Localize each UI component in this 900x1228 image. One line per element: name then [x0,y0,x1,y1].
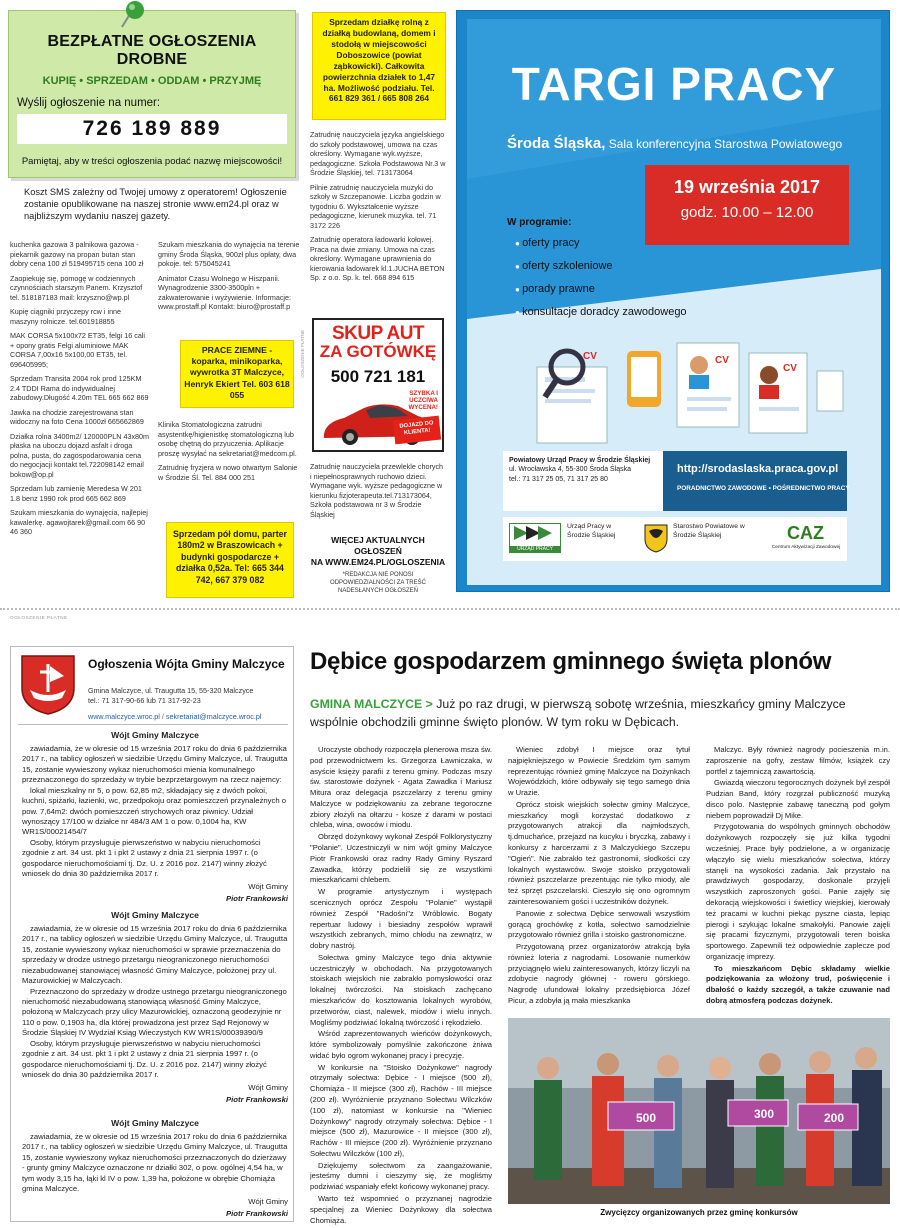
caz-logo-icon [783,521,827,543]
notice-body: zawiadamia, że w okresie od 15 września 2017 roku do dnia 6 października 2017 r., na tablicy ogłoszeń w siedzibie Urzędu Gminy Malczyce, ul. Traugutta 15, zostanie wywieszony wykaz nieruchomości przeznaczonych do dzierżawy - grunty gminy Malczyce oznaczone nr działki 302, o pow. ogólnej 4,54 ha, w tym wody 3,15 ha, łąki kl IV o pow. 1,39 ha, położone w obrębie Chomiąża gmina Malczyce. [22,1131,288,1194]
classifieds-column-3-lower [310,462,446,524]
classified-ad: Sprzedam lub zamienię Meredesa W 201 1.8 benz 1990 rok prod 665 662 869 [10,484,142,503]
classified-ad: Zatrudnię nauczyciela przewlekle chorych i niepełnosprawnych ruchowo dzieci. Wymagane wyk. wyższe pedagogiczne w kierunku fizjoterapeuta.tel.713173064, Szkoła podstawowa nr 3 w Środzie Śląskiej [310,462,444,519]
article-lead-text: Już po raz drugi, w pierwszą sobotę września, mieszkańcy gminy Malczyce wspólnie obchodzili gminne święto plonów. W tym roku w Dębicach. [310,697,846,729]
job-office-services: PORADNICTWO ZAWODOWE • POŚREDNICTWO PRACY [677,485,850,492]
paid-ad-vertical-label: OGŁOSZENIE PŁATNE [300,330,305,378]
article-lead [310,696,890,732]
job-office-contact [503,451,663,511]
article-paragraph: Sołectwa gminy Malczyce tego dnia aktywnie uczestniczyły w obchodach. Na przygotowanych stoiskach wiejskich nie zabrakło pomysłowości oraz lokalnej twórczości. Na stoiskach zachęcano mieszkańców do kosztowania lokalnych wyrobów, przetworów, ciast, nalewek, miodów i wielu innych. Mogliśmy podziwiać lokalną twórczość i rękodzieło. [310,952,492,1027]
classified-ad: Zatrudnię fryzjera w nowo otwartym Salonie w Środzie Śl. Tel. 884 000 251 [158,463,298,482]
notice-body: Osoby, którym przysługuje pierwszeństwo w nabyciu nieruchomości zgodnie z art. 34 ust. pkt 1 i pkt 2 ustawy z dnia 21 sierpnia 1997 r. (o gospodarce nieruchomościami tj. Dz. U. z 2016 poz. 2147) winny złożyć wniosek do dnia 30 października 2017 r. [22,1038,267,1080]
program-item: ● oferty pracy [515,237,687,249]
article-column-2 [508,745,690,1008]
urzad-pracy-caption: Urząd Pracy w Środzie Śląskiej [567,523,616,539]
article-paragraph: Uroczyste obchody rozpoczęła plenerowa msza św. pod przewodnictwem ks. Grzegorza Ławniczaka, w asyście księży parafii z terenu gminy. Podczas mszy św. starostowie dożynek - Agata Zawadka i Mariusz Mitura oraz delegacja pszczelarzy z terenu gminy Malczyce w podziękowaniu za zebrane tegoroczne zbiory złożyli na ołtarzu - kosze z darami w postaci chleba, wina, owoców i miodu. [310,745,492,830]
sms-cost-note: Koszt SMS zależny od Twojej umowy z operatorem! Ogłoszenie zostanie opublikowane na naszej stronie www.em24.pl oraz w najbliższym wydaniu naszej gazety. [24,187,287,222]
article-paragraph: Warto też wspomnieć o przyznanej nagrodzie specjalnej za Wieniec Dożynkowy dla sołectwa Chomiąża. [310,1194,492,1225]
prize-check: 200 [824,1111,845,1125]
cv-documents-illustration [527,337,847,447]
article-paragraph: W programie artystycznym i występach scenicznych oprócz Zespołu "Polanie" wystąpił również Zespół "Radośni"z Wróblowic. Bogaty repertuar ludowy i biesiadny zespołów wprawił wszystkich zebranych, mimo chłodu na zewnątrz, w dobry nastrój. [310,887,492,951]
free-ads-reminder: Pamiętaj, aby w treści ogłoszenia podać nazwę miejscowości! [21,156,283,167]
article-location-tag: GMINA MALCZYCE > [310,697,433,711]
job-fair-date: 19 września 2017 [673,177,821,197]
classifieds-column-2 [158,240,300,317]
article-paragraph: Przygotowaną przez organizatorów atrakcją była również loteria z nagrodami. Losowanie numerków przyciągnęło wielu zainteresowanych, którzy liczyli na zdobycie nagrody głównej - roweru górskiego. Nagrodę ufundował lokalny przedsiębiorca Józef Picur, a zdobyła ją mała mieszkanka [508,942,690,1005]
notice-signature-name: Piotr Frankowski [226,894,288,904]
job-office-url[interactable]: http://srodaslaska.praca.gov.pl [677,463,839,475]
article-paragraph: Panowie z sołectwa Dębice serwowali wszystkim gorącą grochówkę z kotła, sołectwo samodzielnie przygotowało również grilla i stoisko gastronomiczne. [508,908,690,940]
free-ads-title: BEZPŁATNE OGŁOSZENIA DROBNE [47,33,257,68]
free-ads-box [8,10,296,178]
classified-ad: Animator Czasu Wolnego w Hiszpanii. Wynagrodzenie 3300-3500pln + zakwaterowanie i wyżywienie. Informacje: www.prostaff.pl Kontakt: biuro@prostaff.p [158,273,292,311]
caz-logo-mark: CAZ [787,523,824,543]
caz-caption: Centrum Aktywizacji Zawodowej [771,545,841,550]
notice-signature [22,894,288,904]
job-office-name: Powiatowy Urząd Pracy w Środzie Śląskiej [509,457,651,464]
article-paragraph: Malczyc. Były również nagrody pocieszenia m.in. zaproszenie na gofry, zestaw filmów, książek czy portfel z tajemniczą zawartością. [706,745,890,776]
notice-signature-name: Piotr Frankowski [226,1208,288,1218]
article-paragraph: To mieszkańcom Dębic składamy wielkie podziękowania za włożony trud, poświęcenie i dbałość o każdy szczegół, a także czuwanie nad dobrą atmosferą podczas dożynek. [706,963,890,1005]
free-ads-send-label: Wyślij ogłoszenie na numer: [17,97,161,109]
arrows-logo-icon [510,524,560,542]
house-sale-ad: Sprzedam pół domu, parter 180m2 w Braszowicach + budynki gospodarcze + działka 0,52a. Tel: 665 344 742, 667 379 082 [166,522,294,598]
winners-photo [508,1018,890,1204]
more-ads-link[interactable]: NA WWW.EM24.PL/OGLOSZENIA [310,557,446,568]
notice-body: Osoby, którym przysługuje pierwszeństwo w nabyciu nieruchomości zgodnie z art. 34 ust. pkt 1 i pkt 2 ustawy z dnia 21 sierpnia 1997 r. (o gospodarce nieruchomościami tj. Dz. U. z 2016 poz. 2147) winny złożyć wniosek do dnia 30 października 2017 r. [22,837,267,879]
classified-ad: Klinika Stomatologiczna zatrudni asystentkę/higienistkę stomatologiczną lub osobę chętną do przyuczenia. Aplikacje proszę wysyłać na sekretariat@medcom.pl. [158,420,297,458]
municipality-address: Gmina Malczyce, ul. Traugutta 15, 55-320 Malczyce [88,686,254,695]
article-paragraph: Wśród zaprezentowanych wieńców dożynkowych, które symbolizowały pomyślnie zakończone żniwa widać było ogrom wykonanej pracy i precyzję. [310,1029,492,1060]
classified-ad: Szukam mieszkania do wynajęcia, najlepiej kawalerkę. agawojtarek@gmail.com 66 90 46 360 [10,508,148,536]
classified-ad: Działka rolna 3400m2/ 120000PLN 43x80m płaska na uboczu dojazd asfalt i droga polna, pusta, do zagospodarowania cena do negocjacji kontakt tel.722098142 email bokow@op.pl [10,431,150,479]
job-fair-date-box [645,165,849,245]
notice-body: Przeznaczono do sprzedaży w drodze ustnego przetargu nieograniczonego nieruchomość niezabudowaną stanowiącą własność Gminy Malczyce, położoną w Malczycach przy ulicy Mazurowickiej, oznaczoną geodezyjnie nr 110 o pow. 0,1903 ha, dla której prowadzona jest przez Sąd Rejonowy w Środzie Śląskiej IV Wydział Ksiąg Wieczystych KW WR1S/00039390/9 [22,986,287,1038]
sponsor-logos [503,517,847,561]
cv-label: CV [583,351,597,362]
notice-body: lokal mieszkalny nr 5, o pow. 62,85 m2, składający się z dwóch pokoi, kuchni, spiżarki, łazienki, wc, przedpokoju oraz pomieszczeń przynależnych o pow. 7,64m2: dwóch pomieszczeń strychowych oraz piwnicy. Udział wynoszący 17/100 w działce nr 484/3 AM 1 o pow. 0,1004 ha, KW WR1S/00021454/7 [22,785,287,837]
car-ad-phone: 500 721 181 [330,366,426,386]
article-title: Dębice gospodarzem gminnego święta plonów [310,648,832,675]
notice-signature-title: Wójt Gminy [248,1082,288,1092]
classified-ad: Pilnie zatrudnię nauczyciela muzyki do szkoły w Szczepanowie. Liczba godzin w tygodniu 6. Wykształcenie wyższe pedagogiczne, kierunek muzyka. tel. 71 3172 226 [310,182,441,230]
article-paragraph: Przygotowania do wspólnych gminnych obchodów dożynkowych rozpoczęły się już kilka tygodni wcześniej. Prace były podzielone, a w organizację włączyło się wielu mieszkańców sołectwa, którzy stanęli na wysokości zadania. Jak przystało na prawdziwych gospodarzy, doskonale przyjęli wszystkich zaproszonych gości. Panie zajęły się dekoracją wiejskowości i świetlicy wiejskiej, kierowały też pracami w kuchni piekąc pyszne ciasta, lepiąc pierogi i szykując lokalne smakołyki. Panowie zajęli się pracami fizycznymi, przygotowali teren boiska sportowego. Zapewnili też odpowiednie zaplecze pod organizację imprezy. [706,822,890,961]
article-column-1 [310,745,492,1227]
earthworks-ad: PRACE ZIEMNE - koparka, minikoparka, wywrotka 3T Malczyce, Henryk Ekiert Tel. 603 618 055 [180,340,294,408]
cv-label: CV [783,363,797,374]
job-fair-hours: godz. 10.00 – 12.00 [680,204,814,221]
classified-ad: Jawka na chodzie zarejestrowana stan widoczny na foto Cena 1000zł 665662869 [10,407,144,426]
article-paragraph: Dziękujemy sołectwom za zaangażowanie, jesteśmy dumni i cieszymy się, że mogliśmy podziwiać wspaniały efekt końcowy wykonanej pracy. [310,1160,492,1192]
job-fair-title: TARGI PRACY [511,58,837,110]
notice-heading: Wójt Gminy Malczyce [111,1118,199,1128]
program-item: ● konsultacje doradcy zawodowego [515,306,687,318]
classified-ad: kuchenka gazowa 3 palnikowa gazowa -piekarnik gazowy na propan butan stan dobry cena 100 zł 519495715 cena 100 zł [10,240,144,268]
prize-check: 500 [636,1111,657,1125]
plot-sale-ad: Sprzedam działkę rolną z działką budowlaną, domem i stodołą w miejscowości Doboszowice (powiat ząbkowicki). Całkowita powierzchnia działek to 1,47 ha. Możliwość podziału. Tel. 661 829 361 / 665 808 264 [312,12,446,120]
municipality-email-link[interactable]: sekretariat@malczyce.wroc.pl [165,712,262,721]
urzad-pracy-badge: URZĄD PRACY [510,546,560,553]
mayor-notice [22,1118,288,1219]
municipality-links: www.malczyce.wroc.pl / sekretariat@malczyce.wroc.pl [88,712,262,721]
pushpin-icon [116,0,150,28]
classified-ad: Sprzedam Transita 2004 rok prod 125KM 2.4 TDDI Rama do indywidualnej zabudowy.Długość 4.20m TEL 665 662 869 [10,374,149,402]
classified-ad: Szukam mieszkania do wynajęcia na terenie gminy Środa Śląska, 900zł plus opłaty, dwa pokoje. tel: 575045241 [158,240,300,268]
classified-ad: MAK CORSA 5x100x72 ET35, felgi 16 cali + opony gratis Felgi aluminiowe MAK CORSA 7,00x16 5x100,00 ET35, tel. 696405995; [10,331,146,369]
notice-body: zawiadamia, że w okresie od 15 września 2017 roku do dnia 6 października 2017 r., na tablicy ogłoszeń w siedzibie Urzędu Gminy Malczyce, ul. Traugutta 15, zostanie wywieszony wykaz nieruchomości w sprawie przeznaczenia do sprzedaży w drodze ustnego przetargu nieograniczonego nieruchomości niezabudowanej stanowiącej własność Gminy Malczyce, położonej przy ul. Mazurowickiej w Malczycach. [22,923,288,986]
more-ads-notice [310,535,446,596]
classified-ad: Zatrudnię nauczyciela języka angielskiego do szkoły podstawowej, umowa na czas określony. Wymagane wyk.wyższe, pedagogiczne. Szkoła Podstawowa Nr.3 w Środzie Śląskiej, tel. 713173064 [310,130,446,177]
section-divider [0,608,900,612]
job-fair-poster [456,10,890,592]
classifieds-column-1 [10,240,150,542]
job-office-phone: tel.: 71 317 25 05, 71 317 25 80 [509,475,608,483]
article-column-3 [706,745,890,1008]
classified-ad: Zaopiekuję się, pomogę w codziennych czynnościach starszym Panem. Krzysztof tel. 518187183 mail: krzyszno@wp.pl [10,273,143,302]
free-ads-subtitle: KUPIĘ • SPRZEDAM • ODDAM • PRZYJMĘ [42,75,262,87]
municipality-contact [88,686,253,706]
job-fair-venue: Sala konferencyjna Starostwa Powiatowego [608,137,843,151]
car-ad-valuation: SZYBKA I UCZCIWA WYCENA! [408,390,438,412]
notice-signature [22,1095,288,1105]
mayor-notice [22,910,288,1106]
more-ads-disclaimer: *REDAKCJA NIE PONOSI ODPOWIEDZIALNOŚCI ZA TREŚĆ NADESŁANYCH OGŁOSZEŃ [330,572,426,594]
notices-separator [18,724,288,725]
municipality-phone: tel.: 71 317-90-66 lub 71 317-92-23 [88,696,201,706]
notice-signature [22,1209,288,1219]
mayor-notices-title: Ogłoszenia Wójta Gminy Malczyce [88,657,285,671]
notice-heading: Wójt Gminy Malczyce [111,730,199,740]
article-paragraph: Wieniec zdobył I miejsce oraz tytuł najpiękniejszego w Powiecie Średzkim tym samym reprezentując również gminę Malczyce na Dożynkach Wojewódzkich, które odbywały się tego samego dnia w Uraziе. [508,745,690,798]
job-fair-location [507,135,867,152]
program-item: ● oferty szkoleniowe [515,260,687,272]
notice-signature-title: Wójt Gminy [248,1196,288,1206]
free-ads-phone-number: 726 189 889 [17,114,287,144]
notice-body: zawiadamia, że w okresie od 15 września 2017 roku do dnia 6 października 2017 r., na tablicy ogłoszeń w siedzibie Urzędu Gminy Malczyce, ul. Traugutta 15, zostanie wywieszony wykaz nieruchomości mienia komunalnego przeznaczonego do sprzedaży w trybie bezprzetargowym na rzecz najemcy: [22,743,288,785]
job-fair-program-list [515,237,687,329]
more-ads-line1: WIĘCEJ AKTUALNYCH OGŁOSZEŃ [331,535,425,557]
malczyce-emblem-icon [20,654,76,716]
car-buying-ad [312,318,444,452]
classified-ad: Kupię ciągniki przyczepy rcw i inne maszyny rolnicze. tel.601918855 [10,307,122,326]
classified-ad: Zatrudnię operatora ładowarki kołowej. Praca na dwie zmiany. Umowa na czas określony. Wymagane uprawnienia do kierowania ładowarek kl.1.JUCHA BETON Sp. z o.o. Sp. k. tel. 668 894 615 [310,235,445,282]
job-fair-city: Środa Śląska, [507,135,606,152]
classifieds-column-2-lower [158,420,300,487]
article-paragraph: W konkursie na "Stoisko Dożynkowe" nagrody otrzymały sołectwa: Dębice - I miejsce (500 zł), Chomiąża - II miejsce (300 zł), Rachów - III miejsce (200 zł). Wyróżnienie przyznano Sołectwu Wilczków (100 zł), natomiast w konkursie na "Wieniec Dożynkowy" nagrody otrzymały sołectwa: Dębice - I miejsce (500 zł), Mazurowice - II miejsce (300 zł), Rachów - III miejsce (200 zł). Wyróżnienie przyznano Sołectwu Wilczków (100 zł), [310,1062,492,1158]
urzad-pracy-logo [509,523,561,553]
job-fair-program-label: W programie: [507,217,572,228]
job-office-address: ul. Wrocławska 4, 55-300 Środa Śląska [509,466,632,474]
starostwo-caption: Starostwo Powiatowe w Środzie Śląskiej [673,523,745,539]
car-ad-pickup-badge: DOJAZD DO KLIENTA! [393,416,441,445]
article-paragraph: Oprócz stoisk wiejskich sołectw gminy Malczyce, mieszkańcy mogli korzystać dodatkowo z przygotowanych atrakcji dla najmłodszych, tj.dmuchańce, przejazd na kucyku i bryczką, zabawy i konkursy z harcerzami z 3 Malczyckiego Szczepu "Ogień". Nie zabrakło też gastronomii, słodkości czy lokalnych wystawców. Swoje stoisko przygotowali również pszczelarze prezentując nie tylko miody, ale też sprzęt pszczelarski. Cieszyło się ono ogromnym zainteresowaniem gości i uczestników dożynek. [508,799,690,906]
coat-of-arms-icon [643,523,669,553]
notice-signature-title: Wójt Gminy [248,881,288,891]
notice-signature-name: Piotr Frankowski [226,1095,288,1105]
prize-check: 300 [754,1107,775,1121]
article-paragraph: Gwiazdą wieczoru tegorocznych dożynek był zespół Pudzian Band, który rozgrzał publiczność muzyką disco polo. Następnie zabawę taneczną pod gołym niebem poprowadził Dj Mike. [706,778,890,820]
photo-caption: Zwycięzcy organizowanych przez gminę konkursów [600,1208,798,1217]
cv-label: CV [715,355,729,366]
notice-heading: Wójt Gminy Malczyce [111,910,199,920]
program-item: ● porady prawne [515,283,687,295]
municipality-website-link[interactable]: www.malczyce.wroc.pl [88,712,160,721]
paid-ad-label: OGŁOSZENIE PŁATNE [10,616,68,621]
mayor-notice [22,730,288,905]
car-ad-headline: SKUP AUT [331,323,425,344]
car-ad-subheadline: ZA GOTÓWKĘ [319,342,437,361]
article-paragraph: Obrzęd dożynkowy wykonał Zespół Folklorystyczny "Polanie". Uczestniczyli w nim wójt gminy Malczyce Piotr Frankowski oraz radny Rady Gminy Ryszard Zawadka, którzy podzielili się ze wszystkimi mieszkańcami chlebem. [310,832,492,885]
classifieds-column-3 [310,130,446,288]
